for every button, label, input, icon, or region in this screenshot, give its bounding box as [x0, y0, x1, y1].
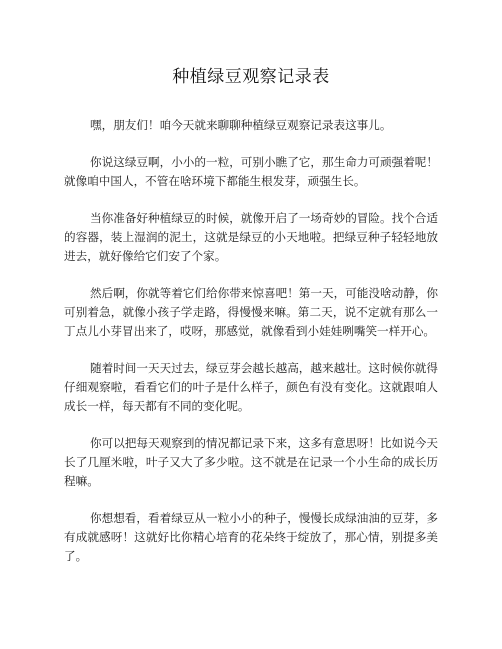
- paragraph-intro: 嘿，朋友们！咱今天就来聊聊种植绿豆观察记录表这事儿。: [90, 118, 392, 132]
- paragraph-growth: 随着时间一天天过去，绿豆芽会越长越高，越来越壮。这时候你就得仔细观察啦，看看它们的叶子是什么样子，颜色有没有变化。这就跟咱人成长一样，每天都有不同的变化呢。: [64, 361, 438, 413]
- paragraph-sprouting: 然后啊，你就等着它们给你带来惊喜吧！第一天，可能没啥动静，你可别着急，就像小孩子学走路，得慢慢来嘛。第二天，说不定就有那么一丁点儿小芽冒出来了，哎呀，那感觉，就像看到小娃娃咧嘴笑一样开心。: [64, 286, 438, 338]
- paragraph-planting: 当你准备好种植绿豆的时候，就像开启了一场奇妙的冒险。找个合适的容器，装上湿润的泥土，这就是绿豆的小天地啦。把绿豆种子轻轻地放进去，就好像给它们安了个家。: [64, 211, 438, 263]
- paragraph-recording: 你可以把每天观察到的情况都记录下来，这多有意思呀！比如说今天长了几厘米啦，叶子又大了多少啦。这不就是在记录一个小生命的成长历程嘛。: [64, 436, 438, 488]
- paragraph-achievement: 你想想看，看着绿豆从一粒小小的种子，慢慢长成绿油油的豆芽，多有成就感呀！这就好比你精心培育的花朵终于绽放了，那心情，别提多美了。: [64, 511, 438, 563]
- document-title: 种植绿豆观察记录表: [172, 67, 330, 87]
- paragraph-vitality: 你说这绿豆啊，小小的一粒，可别小瞧了它，那生命力可顽强着呢！就像咱中国人，不管在啥环境下都能生根发芽，顽强生长。: [64, 155, 438, 188]
